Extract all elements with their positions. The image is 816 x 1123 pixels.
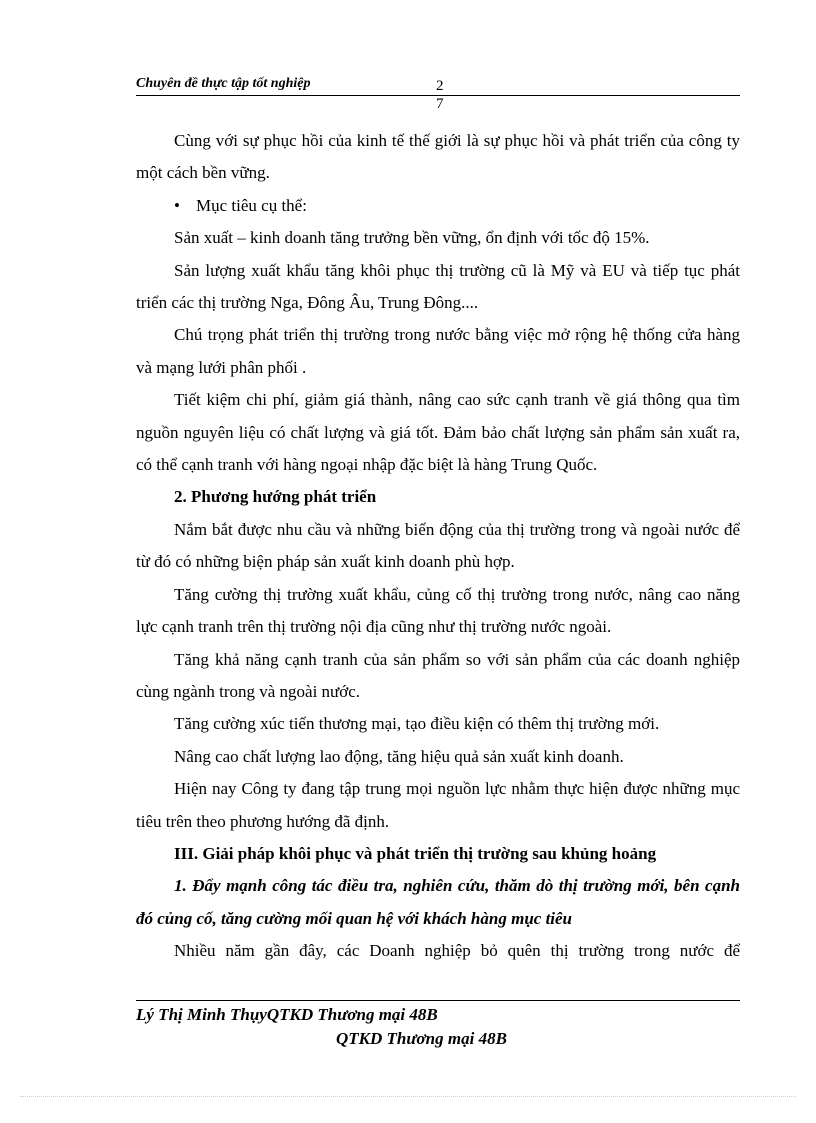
header-title: Chuyên đề thực tập tốt nghiệp xyxy=(136,76,311,91)
paragraph-4: Chú trọng phát triển thị trường trong nước bằng việc mở rộng hệ thống cửa hàng và mạng lưới phân phối . xyxy=(136,325,740,377)
document-body xyxy=(136,125,740,968)
paragraph-12: Nhiều năm gần đây, các Doanh nghiệp bỏ quên thị trường trong nước để xyxy=(174,941,740,961)
paragraph-10: Nâng cao chất lượng lao động, tăng hiệu quả sản xuất kinh doanh. xyxy=(174,746,624,766)
paragraph-3: Sản lượng xuất khẩu tăng khôi phục thị trường cũ là Mỹ và EU và tiếp tục phát triển các thị trường Nga, Đông Âu, Trung Đông.... xyxy=(136,260,740,313)
subsection-heading-1: 1. Đẩy mạnh công tác điều tra, nghiên cứu, thăm dò thị trường mới, bên cạnh đó củng cố, tăng cường mối quan hệ với khách hàng mục tiêu xyxy=(136,876,740,928)
paragraph-9: Tăng cường xúc tiến thương mại, tạo điều kiện có thêm thị trường mới. xyxy=(174,714,660,734)
footer-class: QTKD Thương mại 48B xyxy=(336,1029,507,1048)
bullet-item xyxy=(136,190,740,222)
bullet-text: Mục tiêu cụ thể: xyxy=(196,195,307,215)
header-page-number-2: 7 xyxy=(436,96,444,112)
paragraph-8: Tăng khả năng cạnh tranh của sản phẩm so với sản phẩm của các doanh nghiệp cùng ngành trong và ngoài nước. xyxy=(136,649,740,701)
page-header xyxy=(136,76,740,96)
paragraph-1: Cùng với sự phục hồi của kinh tế thế giới là sự phục hồi và phát triển của công ty một cách bền vững. xyxy=(136,131,740,183)
paragraph-5: Tiết kiệm chi phí, giảm giá thành, nâng cao sức cạnh tranh về giá thông qua tìm nguồn nguyên liệu có chất lượng và giá tốt. Đảm bảo chất lượng sản phẩm sản xuất ra, có thể cạnh tranh với hàng ngoại nhập đặc biệt là hàng Trung Quốc. xyxy=(136,390,740,475)
paragraph-2: Sản xuất – kinh doanh tăng trưởng bền vững, ổn định với tốc độ 15%. xyxy=(174,228,650,248)
footer-divider xyxy=(136,1000,740,1001)
paragraph-11: Hiện nay Công ty đang tập trung mọi nguồn lực nhằm thực hiện được những mục tiêu trên theo phương hướng đã định. xyxy=(136,779,740,831)
header-page-number: 2 xyxy=(436,78,444,94)
paragraph-7: Tăng cường thị trường xuất khẩu, củng cố thị trường trong nước, nâng cao năng lực cạnh tranh trên thị trường nội địa cũng như thị trường nước ngoài. xyxy=(136,584,740,637)
section-heading-3: III. Giải pháp khôi phục và phát triển thị trường sau khủng hoảng xyxy=(174,843,657,863)
page-bottom-dotted-line xyxy=(20,1096,796,1097)
footer-author: Lý Thị Minh ThụyQTKD Thương mại 48B xyxy=(136,1005,438,1024)
section-heading-2: 2. Phương hướng phát triển xyxy=(174,487,377,507)
bullet-icon: • xyxy=(174,195,180,215)
paragraph-6: Nắm bắt được nhu cầu và những biến động của thị trường trong và ngoài nước để từ đó có những biện pháp sản xuất kinh doanh phù hợp. xyxy=(136,519,740,572)
